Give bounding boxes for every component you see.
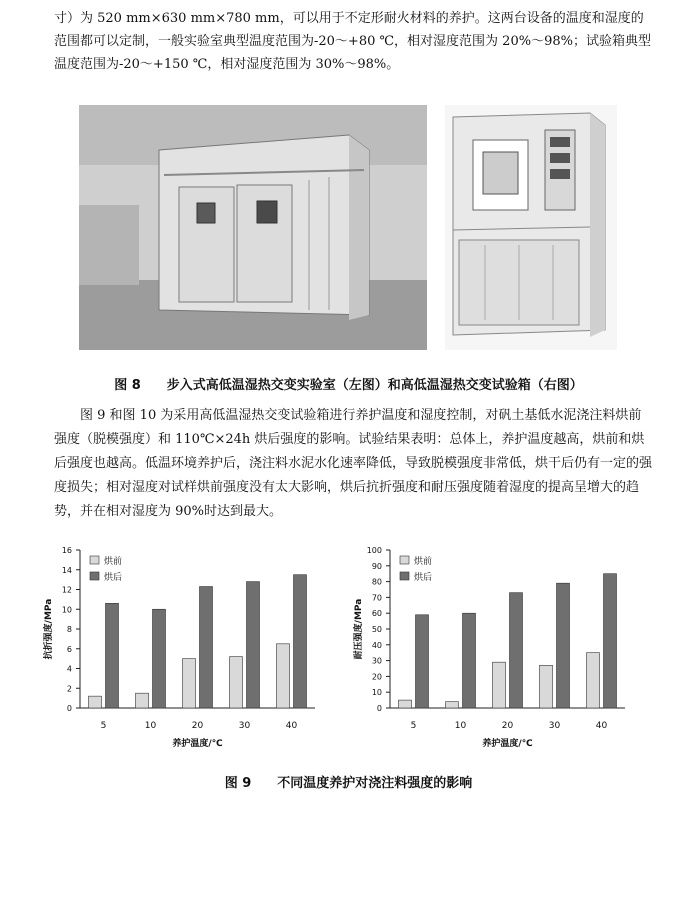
- x-tick-label: 30: [238, 721, 251, 731]
- test-chamber-photo: [445, 105, 617, 350]
- y-tick-label: 50: [371, 625, 382, 634]
- bar-before-10: [136, 693, 149, 708]
- y-tick-label: 2: [66, 684, 72, 694]
- x-tick-label: 20: [501, 721, 514, 731]
- x-axis-label: 养护温度/℃: [172, 739, 223, 748]
- bar-after-30: [247, 582, 260, 708]
- x-tick-label: 30: [548, 721, 561, 731]
- y-tick-label: 90: [371, 561, 382, 571]
- paragraph-results: [54, 404, 654, 524]
- bar-after-5: [416, 615, 429, 708]
- y-tick-label: 10: [371, 688, 382, 698]
- test-chamber-illustration: [445, 105, 617, 350]
- figure-9-caption: 图 9 不同温度养护对浇注料强度的影响: [224, 776, 473, 791]
- legend-swatch: [90, 572, 99, 580]
- legend-swatch: [400, 556, 409, 564]
- bar-before-30: [230, 657, 243, 708]
- bar-after-20: [200, 587, 213, 708]
- legend-label: 烘前: [414, 557, 433, 567]
- x-tick-label: 40: [285, 721, 298, 731]
- x-tick-label: 5: [410, 721, 417, 731]
- bar-after-5: [106, 603, 119, 708]
- y-tick-label: 80: [371, 577, 382, 587]
- x-tick-label: 40: [595, 721, 608, 731]
- compressive-strength-chart-svg: [350, 538, 650, 748]
- y-axis-label: 耐压强度/MPa: [354, 598, 364, 660]
- legend-label: 烘后: [104, 573, 123, 583]
- y-tick-label: 100: [366, 546, 382, 555]
- y-tick-label: 14: [61, 565, 72, 575]
- legend-label: 烘后: [414, 573, 433, 583]
- y-tick-label: 8: [66, 625, 72, 634]
- walk-in-chamber-illustration: [79, 105, 427, 350]
- bar-after-10: [463, 613, 476, 708]
- x-axis-label: 养护温度/℃: [482, 739, 533, 748]
- legend-swatch: [90, 556, 99, 564]
- bar-before-20: [493, 662, 506, 708]
- bar-after-20: [510, 593, 523, 708]
- y-tick-label: 70: [371, 593, 382, 603]
- paragraph-text: 寸）为 520 mm×630 mm×780 mm，可以用于不定形耐火材料的养护。这两台设备的温度和湿度的范围都可以定制，一般实验室典型温度范围为-20～+80 ℃，相对湿度范围为 20%～98%；试验箱典型温度范围为-20～+150 ℃，相对湿度范围为 30%～98%。: [54, 11, 651, 72]
- bar-before-5: [399, 700, 412, 708]
- flexural-strength-chart-svg: [40, 538, 340, 748]
- y-tick-label: 0: [66, 704, 72, 713]
- bar-before-10: [446, 702, 459, 708]
- bar-after-40: [294, 575, 307, 708]
- legend-label: 烘前: [104, 557, 123, 567]
- bar-after-30: [557, 583, 570, 708]
- y-tick-label: 12: [61, 585, 72, 595]
- flexural-strength-chart: [40, 538, 340, 752]
- x-tick-label: 20: [191, 721, 204, 731]
- figure-8-caption: 图 8 步入式高低温湿热交变实验室（左图）和高低温湿热交变试验箱（右图）: [114, 378, 583, 393]
- walk-in-chamber-photo: [79, 105, 427, 350]
- bar-before-5: [89, 696, 102, 708]
- y-axis-label: 抗折强度/MPa: [44, 598, 54, 660]
- y-tick-label: 10: [61, 605, 72, 615]
- y-tick-label: 0: [376, 704, 382, 713]
- bar-after-40: [604, 574, 617, 708]
- bar-before-20: [183, 659, 196, 708]
- bar-before-30: [540, 665, 553, 708]
- y-tick-label: 16: [61, 546, 72, 555]
- paragraph-intro: [54, 7, 654, 76]
- x-tick-label: 10: [144, 721, 157, 731]
- bar-before-40: [587, 653, 600, 708]
- y-tick-label: 60: [371, 609, 382, 619]
- y-tick-label: 30: [371, 656, 382, 666]
- legend-swatch: [400, 572, 409, 580]
- x-tick-label: 10: [454, 721, 467, 731]
- y-tick-label: 4: [66, 664, 72, 674]
- y-tick-label: 40: [371, 640, 382, 650]
- x-tick-label: 5: [100, 721, 107, 731]
- bar-after-10: [153, 609, 166, 708]
- paragraph-text: 图 9 和图 10 为采用高低温湿热交变试验箱进行养护温度和湿度控制，对矾土基低水泥浇注料烘前强度（脱模强度）和 110℃×24h 烘后强度的影响。试验结果表明：总体上，养护温度越高，烘前和烘后强度也越高。低温环境养护后，浇注料水泥水化速率降低，导致脱模强度非常低，烘干后仍有一定的强度损失；相对湿度对试样烘前强度没有太大影响，烘后抗折强度和耐压强度随着湿度的提高呈增大的趋势，并在相对湿度为 90%时达到最大。: [54, 408, 653, 519]
- bar-before-40: [277, 644, 290, 708]
- y-tick-label: 6: [66, 644, 72, 654]
- y-tick-label: 20: [371, 672, 382, 682]
- compressive-strength-chart: [350, 538, 650, 752]
